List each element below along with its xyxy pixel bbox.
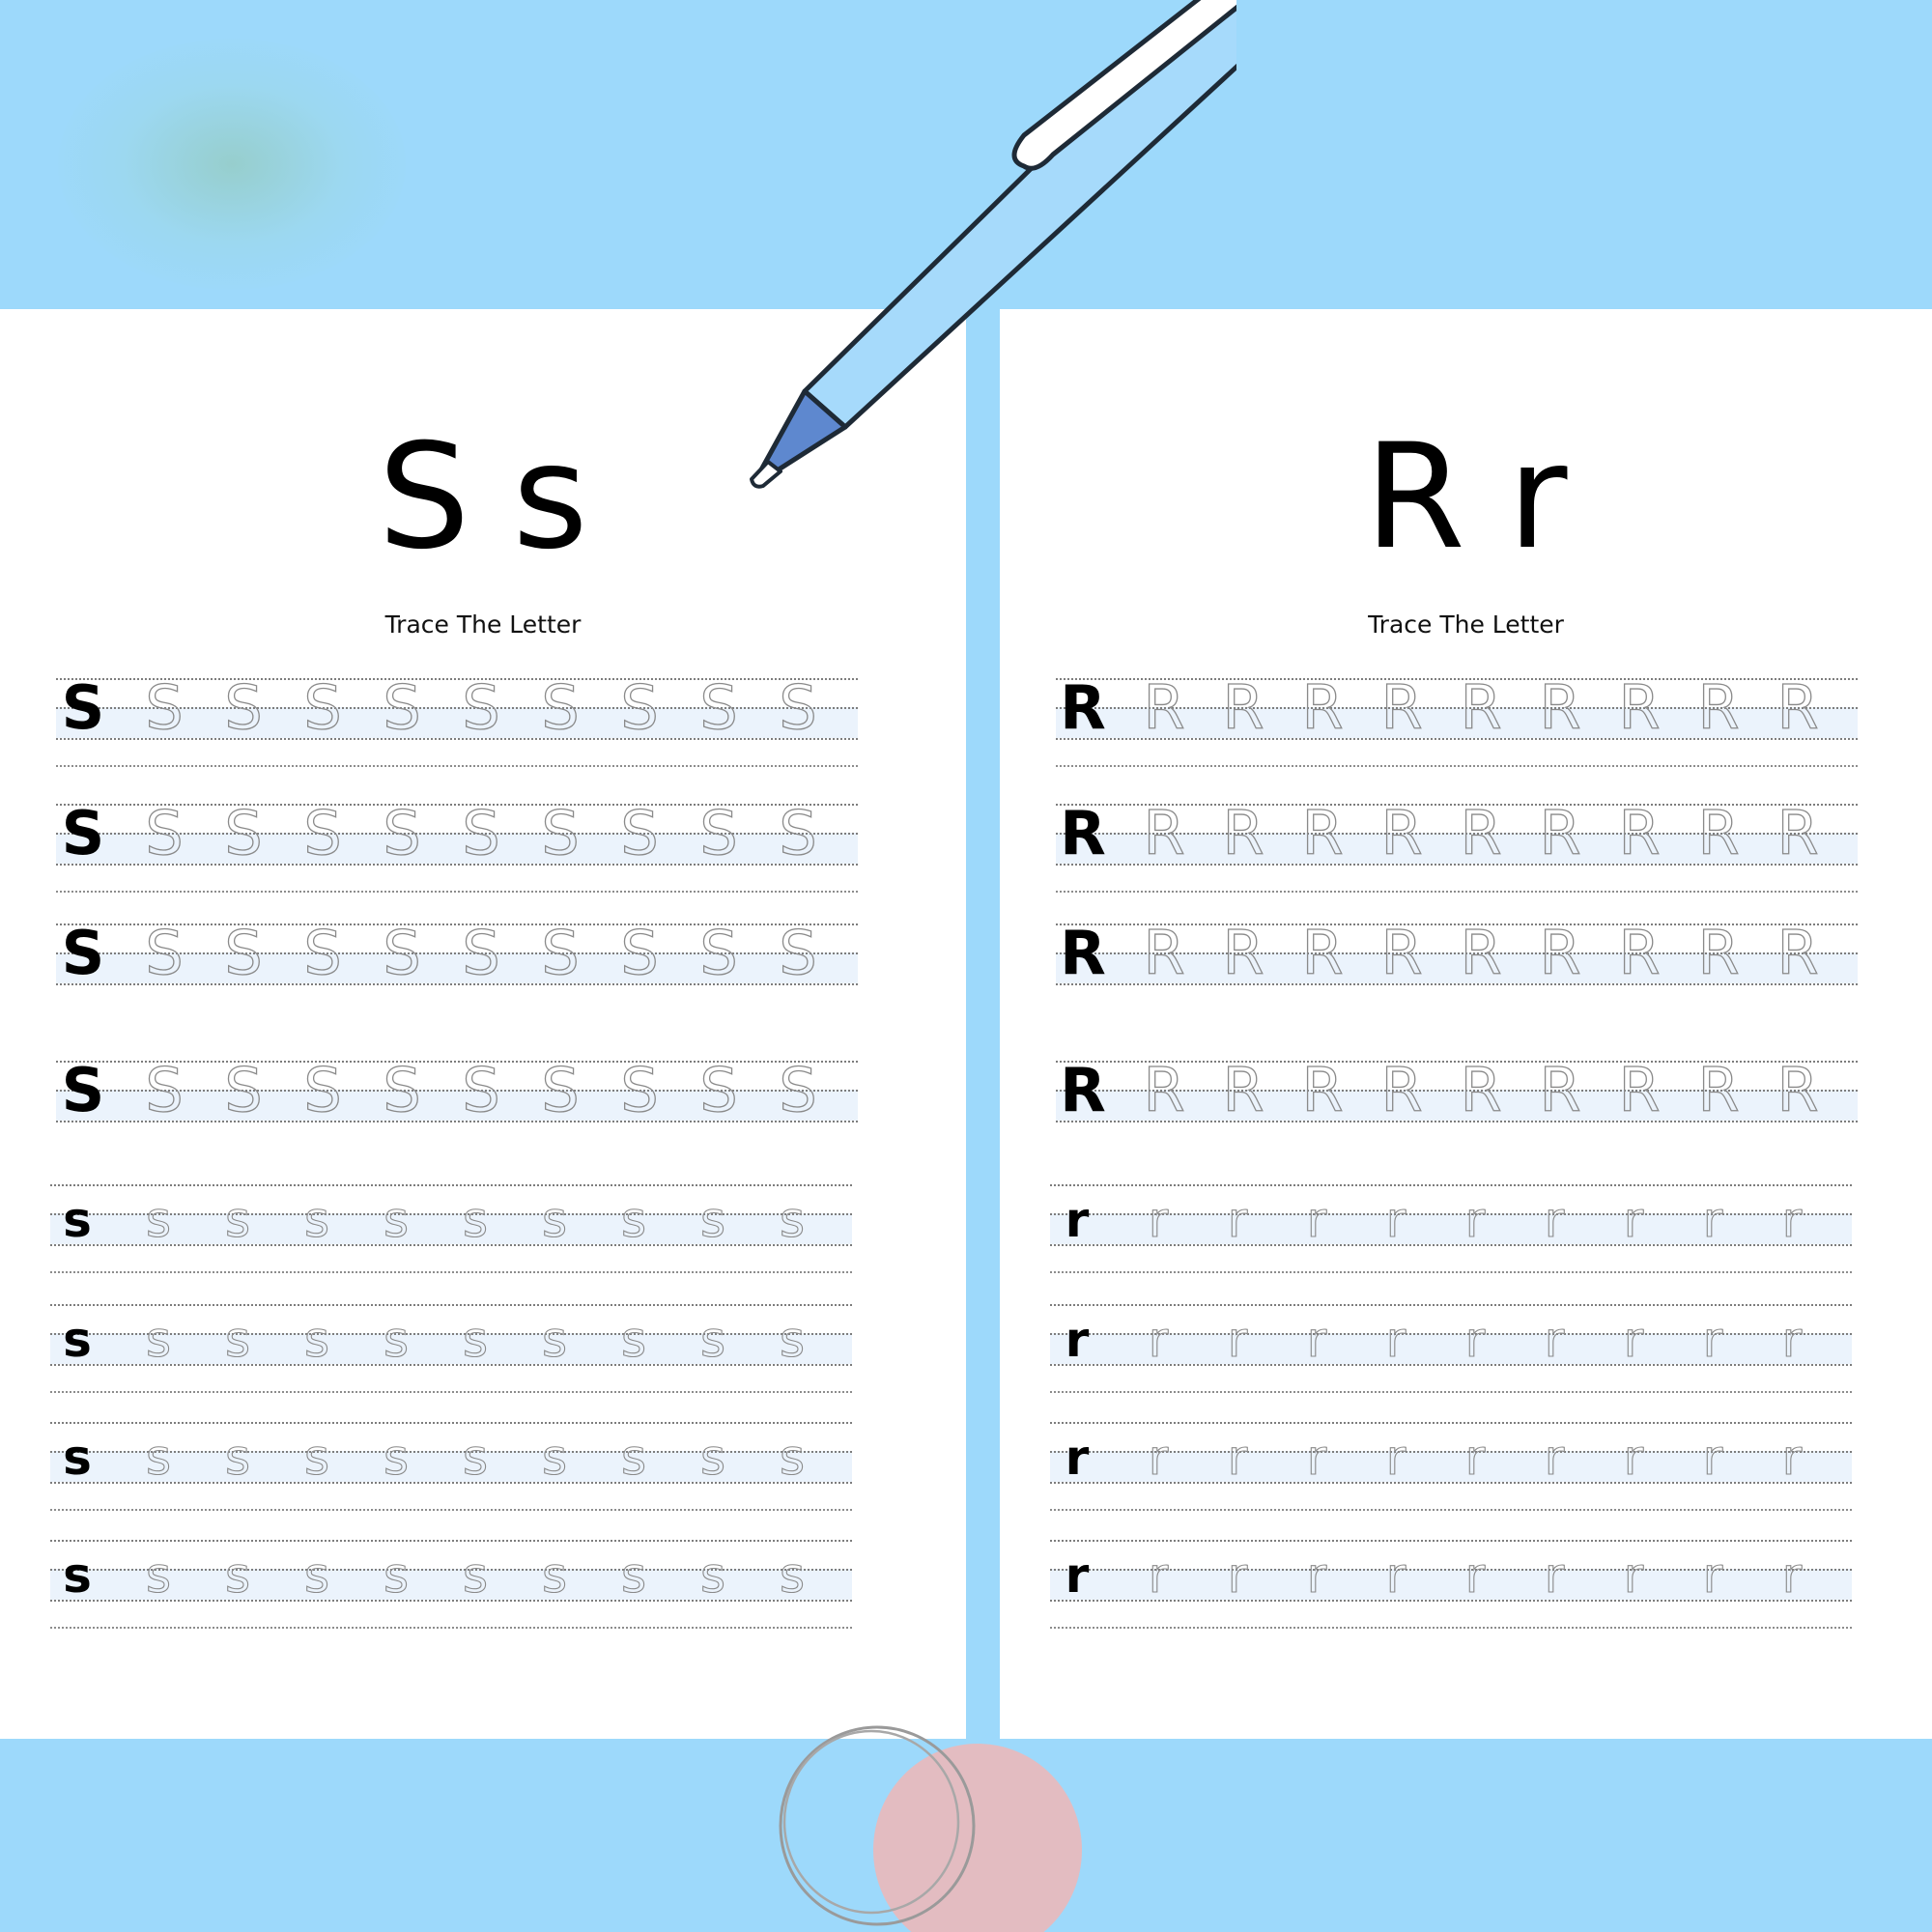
trace-letter[interactable]: r — [1464, 1312, 1486, 1368]
trace-letter[interactable]: R — [1618, 798, 1661, 868]
model-letter: S — [61, 672, 105, 743]
trace-letter[interactable]: R — [1222, 1055, 1264, 1125]
trace-letter[interactable]: R — [1143, 798, 1185, 868]
trace-letter[interactable]: r — [1227, 1548, 1248, 1604]
trace-letter[interactable]: S — [620, 798, 659, 868]
trace-letter[interactable]: r — [1227, 1192, 1248, 1248]
trace-letter[interactable]: S — [383, 672, 421, 743]
uppercase-row-4 — [1056, 1055, 1858, 1125]
trace-letter[interactable]: S — [383, 798, 421, 868]
trace-letter[interactable]: s — [779, 1548, 806, 1604]
trace-letter[interactable]: r — [1306, 1192, 1327, 1248]
trace-letter[interactable]: r — [1306, 1312, 1327, 1368]
trace-letter[interactable]: s — [145, 1548, 172, 1604]
model-letter: r — [1065, 1548, 1090, 1604]
trace-letter[interactable]: S — [462, 798, 500, 868]
top-guide — [50, 1422, 852, 1424]
spacer-guide — [1050, 1391, 1852, 1393]
trace-letter[interactable]: S — [779, 672, 817, 743]
model-letter: S — [61, 918, 105, 988]
trace-letter[interactable]: R — [1460, 672, 1502, 743]
trace-letter[interactable]: s — [620, 1430, 647, 1486]
subtitle: Trace The Letter — [384, 611, 582, 639]
trace-letter[interactable]: r — [1781, 1430, 1803, 1486]
worksheet-left — [0, 309, 966, 1739]
trace-letter[interactable]: r — [1464, 1430, 1486, 1486]
trace-letter[interactable]: r — [1385, 1192, 1406, 1248]
trace-letter[interactable]: R — [1539, 672, 1581, 743]
trace-letter[interactable]: S — [145, 672, 184, 743]
uppercase-row-3 — [1056, 918, 1858, 988]
spacer-guide — [56, 765, 858, 767]
top-guide — [50, 1304, 852, 1306]
spacer-guide — [50, 1391, 852, 1393]
lowercase-row-6 — [50, 1304, 852, 1368]
spacer-guide — [1050, 1271, 1852, 1273]
trace-letter[interactable]: S — [699, 798, 738, 868]
pen-body — [805, 0, 1236, 427]
trace-letter[interactable]: r — [1623, 1192, 1644, 1248]
trace-letter[interactable]: r — [1148, 1192, 1169, 1248]
trace-letter[interactable]: S — [779, 798, 817, 868]
trace-letter[interactable]: R — [1380, 1055, 1423, 1125]
model-letter: R — [1060, 1055, 1106, 1125]
trace-letter[interactable]: s — [303, 1192, 330, 1248]
trace-letter[interactable]: s — [462, 1192, 489, 1248]
model-letter: s — [63, 1548, 92, 1604]
trace-letter[interactable]: R — [1222, 672, 1264, 743]
trace-letter[interactable]: s — [303, 1312, 330, 1368]
trace-letter[interactable]: R — [1380, 672, 1423, 743]
trace-letter[interactable]: s — [224, 1548, 251, 1604]
top-guide — [1050, 1184, 1852, 1186]
trace-letter[interactable]: R — [1380, 918, 1423, 988]
trace-letter[interactable]: s — [462, 1548, 489, 1604]
model-letter: R — [1060, 672, 1106, 743]
trace-letter[interactable]: r — [1464, 1192, 1486, 1248]
trace-letter[interactable]: r — [1702, 1192, 1723, 1248]
trace-letter[interactable]: R — [1143, 1055, 1185, 1125]
trace-letter[interactable]: r — [1781, 1312, 1803, 1368]
trace-letter[interactable]: s — [224, 1192, 251, 1248]
top-guide — [1050, 1304, 1852, 1306]
trace-letter[interactable]: r — [1544, 1192, 1565, 1248]
model-letter: s — [63, 1192, 92, 1248]
model-letter: S — [61, 798, 105, 868]
trace-letter[interactable]: R — [1380, 798, 1423, 868]
model-letter: R — [1060, 798, 1106, 868]
trace-letter[interactable]: r — [1385, 1430, 1406, 1486]
trace-letter[interactable]: s — [303, 1430, 330, 1486]
spacer-guide — [50, 1627, 852, 1629]
trace-letter[interactable]: s — [383, 1430, 410, 1486]
uppercase-row-2 — [56, 798, 858, 868]
heading-lowercase: r — [1507, 413, 1568, 582]
lowercase-row-6 — [1050, 1304, 1852, 1368]
trace-letter[interactable]: R — [1301, 672, 1344, 743]
trace-letter[interactable]: r — [1464, 1548, 1486, 1604]
trace-letter[interactable]: R — [1618, 672, 1661, 743]
trace-letter[interactable]: S — [145, 798, 184, 868]
trace-letter[interactable]: r — [1148, 1312, 1169, 1368]
trace-letter[interactable]: R — [1776, 918, 1819, 988]
trace-letter[interactable]: s — [383, 1548, 410, 1604]
trace-letter[interactable]: R — [1460, 798, 1502, 868]
trace-letter[interactable]: S — [303, 798, 342, 868]
heading-uppercase: S — [378, 413, 470, 582]
trace-letter[interactable]: R — [1460, 1055, 1502, 1125]
pink-blob — [873, 1744, 1082, 1932]
trace-letter[interactable]: S — [145, 1055, 184, 1125]
pen-illustration — [734, 0, 1236, 502]
lowercase-row-7 — [1050, 1422, 1852, 1486]
lowercase-row-8 — [1050, 1540, 1852, 1604]
trace-letter[interactable]: S — [699, 672, 738, 743]
spacer-guide — [1050, 1627, 1852, 1629]
spacer-guide — [50, 1271, 852, 1273]
trace-letter[interactable]: S — [224, 672, 263, 743]
lowercase-row-5 — [1050, 1184, 1852, 1248]
spacer-guide — [50, 1509, 852, 1511]
trace-letter[interactable]: s — [620, 1312, 647, 1368]
heading-uppercase: R — [1364, 413, 1465, 582]
trace-letter[interactable]: s — [779, 1192, 806, 1248]
trace-letter[interactable]: s — [224, 1430, 251, 1486]
bottom-decoration — [753, 1719, 1101, 1932]
model-letter: r — [1065, 1312, 1090, 1368]
trace-letter[interactable]: R — [1539, 918, 1581, 988]
model-letter: s — [63, 1430, 92, 1486]
trace-letter[interactable]: s — [779, 1430, 806, 1486]
trace-letter[interactable]: s — [620, 1548, 647, 1604]
model-letter: S — [61, 1055, 105, 1125]
spacer-guide — [1056, 891, 1858, 893]
trace-letter[interactable]: S — [303, 918, 342, 988]
trace-letter[interactable]: r — [1544, 1430, 1565, 1486]
trace-letter[interactable]: r — [1544, 1548, 1565, 1604]
trace-letter[interactable]: s — [145, 1192, 172, 1248]
trace-letter[interactable]: s — [620, 1192, 647, 1248]
trace-letter[interactable]: S — [699, 1055, 738, 1125]
trace-letter[interactable]: R — [1143, 918, 1185, 988]
trace-letter[interactable]: r — [1544, 1312, 1565, 1368]
trace-letter[interactable]: S — [145, 918, 184, 988]
trace-letter[interactable]: r — [1781, 1192, 1803, 1248]
model-letter: s — [63, 1312, 92, 1368]
trace-letter[interactable]: r — [1148, 1430, 1169, 1486]
spacer-guide — [1050, 1509, 1852, 1511]
trace-letter[interactable]: s — [303, 1548, 330, 1604]
trace-letter[interactable]: R — [1776, 1055, 1819, 1125]
trace-letter[interactable]: R — [1697, 918, 1740, 988]
trace-letter[interactable]: R — [1460, 918, 1502, 988]
lowercase-row-7 — [50, 1422, 852, 1486]
trace-letter[interactable]: s — [462, 1312, 489, 1368]
trace-letter[interactable]: S — [620, 1055, 659, 1125]
top-guide — [50, 1540, 852, 1542]
trace-letter[interactable]: S — [462, 1055, 500, 1125]
spacer-guide — [1056, 765, 1858, 767]
trace-letter[interactable]: s — [541, 1192, 568, 1248]
trace-letter[interactable]: s — [541, 1548, 568, 1604]
trace-letter[interactable]: S — [541, 1055, 580, 1125]
trace-letter[interactable]: R — [1618, 918, 1661, 988]
model-letter: R — [1060, 918, 1106, 988]
trace-letter[interactable]: r — [1227, 1312, 1248, 1368]
model-letter: r — [1065, 1192, 1090, 1248]
trace-letter[interactable]: R — [1222, 918, 1264, 988]
trace-letter[interactable]: s — [462, 1430, 489, 1486]
uppercase-row-4 — [56, 1055, 858, 1125]
trace-letter[interactable]: r — [1385, 1312, 1406, 1368]
trace-letter[interactable]: s — [541, 1430, 568, 1486]
trace-letter[interactable]: s — [699, 1430, 726, 1486]
trace-letter[interactable]: R — [1539, 798, 1581, 868]
trace-letter[interactable]: R — [1301, 798, 1344, 868]
trace-letter[interactable]: S — [383, 1055, 421, 1125]
top-guide — [50, 1184, 852, 1186]
trace-letter[interactable]: s — [541, 1312, 568, 1368]
top-guide — [1050, 1422, 1852, 1424]
trace-letter[interactable]: r — [1702, 1430, 1723, 1486]
trace-letter[interactable]: s — [383, 1312, 410, 1368]
trace-letter[interactable]: R — [1222, 798, 1264, 868]
uppercase-row-2 — [1056, 798, 1858, 868]
trace-letter[interactable]: s — [383, 1192, 410, 1248]
uppercase-row-1 — [56, 672, 858, 743]
trace-letter[interactable]: S — [383, 918, 421, 988]
trace-letter[interactable]: S — [541, 798, 580, 868]
trace-letter[interactable]: s — [145, 1430, 172, 1486]
trace-letter[interactable]: r — [1623, 1430, 1644, 1486]
trace-letter[interactable]: r — [1227, 1430, 1248, 1486]
trace-letter[interactable]: R — [1301, 918, 1344, 988]
trace-letter[interactable]: R — [1776, 798, 1819, 868]
trace-letter[interactable]: s — [779, 1312, 806, 1368]
trace-letter[interactable]: R — [1776, 672, 1819, 743]
trace-letter[interactable]: r — [1306, 1548, 1327, 1604]
trace-letter[interactable]: r — [1623, 1548, 1644, 1604]
trace-letter[interactable]: r — [1702, 1312, 1723, 1368]
model-letter: r — [1065, 1430, 1090, 1486]
trace-letter[interactable]: S — [224, 918, 263, 988]
trace-letter[interactable]: r — [1385, 1548, 1406, 1604]
trace-letter[interactable]: S — [303, 1055, 342, 1125]
trace-letter[interactable]: S — [224, 1055, 263, 1125]
trace-letter[interactable]: R — [1539, 1055, 1581, 1125]
trace-letter[interactable]: R — [1143, 672, 1185, 743]
trace-letter[interactable]: S — [779, 1055, 817, 1125]
trace-letter[interactable]: s — [699, 1312, 726, 1368]
trace-letter[interactable]: s — [224, 1312, 251, 1368]
lowercase-row-8 — [50, 1540, 852, 1604]
trace-letter[interactable]: S — [699, 918, 738, 988]
trace-letter[interactable]: s — [145, 1312, 172, 1368]
trace-letter[interactable]: S — [541, 672, 580, 743]
trace-letter[interactable]: S — [541, 918, 580, 988]
trace-letter[interactable]: S — [779, 918, 817, 988]
trace-letter[interactable]: R — [1697, 672, 1740, 743]
trace-letter[interactable]: s — [699, 1548, 726, 1604]
uppercase-row-1 — [1056, 672, 1858, 743]
trace-letter[interactable]: r — [1306, 1430, 1327, 1486]
subtitle: Trace The Letter — [1368, 611, 1564, 639]
trace-letter[interactable]: R — [1697, 798, 1740, 868]
trace-letter[interactable]: S — [462, 672, 500, 743]
heading-lowercase: s — [512, 413, 588, 582]
background-blob — [58, 39, 406, 290]
trace-letter[interactable]: s — [699, 1192, 726, 1248]
trace-letter[interactable]: S — [462, 918, 500, 988]
trace-letter[interactable]: R — [1301, 1055, 1344, 1125]
trace-letter[interactable]: R — [1697, 1055, 1740, 1125]
trace-letter[interactable]: S — [303, 672, 342, 743]
trace-letter[interactable]: r — [1702, 1548, 1723, 1604]
trace-letter[interactable]: S — [224, 798, 263, 868]
top-guide — [1050, 1540, 1852, 1542]
trace-letter[interactable]: R — [1618, 1055, 1661, 1125]
trace-letter[interactable]: r — [1148, 1548, 1169, 1604]
trace-letter[interactable]: r — [1781, 1548, 1803, 1604]
trace-letter[interactable]: S — [620, 918, 659, 988]
trace-letter[interactable]: S — [620, 672, 659, 743]
lowercase-row-5 — [50, 1184, 852, 1248]
worksheet-right — [1000, 309, 1932, 1739]
uppercase-row-3 — [56, 918, 858, 988]
trace-letter[interactable]: r — [1623, 1312, 1644, 1368]
spacer-guide — [56, 891, 858, 893]
